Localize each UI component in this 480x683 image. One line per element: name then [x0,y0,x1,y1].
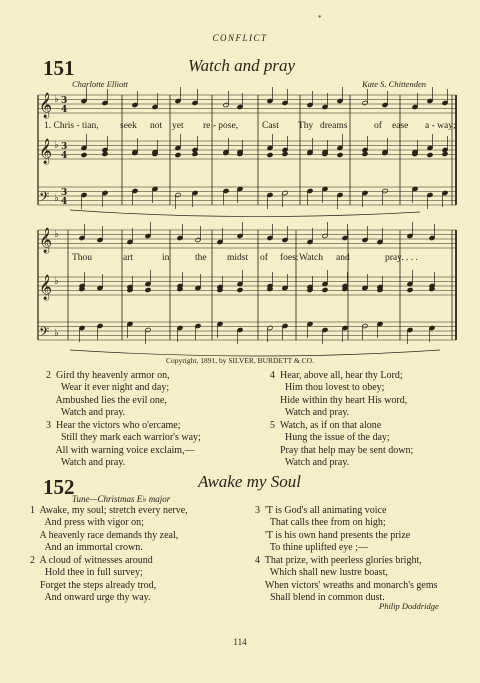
lyric-word: re - pose, [203,121,239,131]
lyric-word: art [123,253,134,263]
note-head [145,287,151,292]
page-number: 114 [233,637,247,647]
hymn-152-verse-4: 4 That prize, with peerless glories bright, Which shall new lustre boast, When victors' wreaths and monarch's gems Shall blend in common dust. [255,555,438,604]
lyric-word: of [374,121,382,131]
note-head [337,152,343,157]
hymn-152-verse-2: 2 A cloud of witnesses around Hold thee in full survey; Forget the steps already trod, And onward urge thy way. [30,555,157,604]
treble-clef-icon: 𝄞 [39,139,53,164]
hymn-151-title: Watch and pray [188,56,296,75]
lyric-word: and [336,253,350,263]
lyric-word: not [150,121,163,131]
note-head [427,152,433,157]
time-signature: 3 [61,188,68,198]
hymn-152-title: Awake my Soul [198,472,301,491]
note-head [102,151,108,156]
lyric-word: Cast [262,121,279,131]
lyric-word: the [195,253,207,263]
section-heading: CONFLICT [212,33,268,43]
lyric-word: Thou [72,253,93,263]
lyric-word: Watch [299,253,324,263]
time-signature: 3 [61,142,68,152]
bass-clef-icon: 𝄢 [39,324,50,343]
hymn-151-number: 151 [43,56,75,80]
flat-icon: ♭ [54,328,59,339]
note-head [407,287,413,292]
note-head [81,152,87,157]
lyric-word: seek [120,121,137,131]
note-head [267,152,273,157]
hymn-151-verse-2: 2 Gird thy heavenly armor on, Wear it ever night and day; Ambushed lies the evil one, Watch and pray. [46,370,170,419]
time-signature: 4 [61,151,68,161]
copyright-notice: Copyright, 1891, by SILVER, BURDETT & CO. [166,356,314,365]
note-head [237,287,243,292]
time-signature: 4 [61,197,68,207]
lyric-word: yet [172,121,184,131]
hymn-151-verse-3: 3 Hear the victors who o'ercame; Still they mark each warrior's way; All with warning voice exclaim,— Watch and pray. [46,420,201,469]
slur [70,210,420,217]
hymn-152-tune: Tune—Christmas E♭ major [72,494,171,504]
note-head [282,151,288,156]
time-signature: 4 [61,105,68,115]
treble-clef-icon: 𝄞 [39,228,53,253]
flat-icon: ♭ [54,193,59,204]
hymn-151-verse-4: 4 Hear, above all, hear thy Lord; Him thou lovest to obey; Hide within thy heart His word, Watch and pray. [270,370,408,419]
hymn-151-composer: Kate S. Chittenden [362,79,426,89]
note-head [362,151,368,156]
hymn-152-number: 152 [43,475,75,499]
lyric-word: of [260,253,268,263]
flat-icon: ♭ [54,140,59,151]
hymn-152-verse-1: 1 Awake, my soul; stretch every nerve, And press with vigor on; A heavenly race demands thy zeal, And an immortal crown. [30,505,188,554]
note-head [322,287,328,292]
flat-icon: ♭ [54,229,59,240]
hymn-151-author: Charlotte Elliott [72,79,128,89]
hymn-151-verse-5: 5 Watch, as if on that alone Hung the issue of the day; Pray that help may be sent down; Watch and pray. [270,420,414,469]
lyric-word: a - way; [425,121,456,131]
treble-clef-icon: 𝄞 [39,93,53,118]
flat-icon: ♭ [54,276,59,287]
lyric-word: Thy [298,121,314,131]
lyric-word: foes: [280,253,299,263]
hymn-152-attribution: Philip Doddridge [379,601,439,611]
lyric-word: 1. Chris - tian, [44,121,99,131]
lyric-word: in [162,253,170,263]
note-head [175,152,181,157]
ornament: * [318,14,322,22]
bass-clef-icon: 𝄢 [39,189,50,208]
hymn-152-verse-3: 3 'T is God's all animating voice That calls thee from on high; 'T is his own hand presents the prize To thine uplifted eye ;— [255,505,411,554]
lyric-word: ease [392,121,409,131]
flat-icon: ♭ [54,94,59,105]
treble-clef-icon: 𝄞 [39,275,53,300]
time-signature: 3 [61,96,68,106]
note-head [442,151,448,156]
lyric-word: midst [227,253,249,263]
lyric-word: pray. . . . [385,253,418,263]
lyric-word: dreams [320,121,348,131]
note-head [192,151,198,156]
